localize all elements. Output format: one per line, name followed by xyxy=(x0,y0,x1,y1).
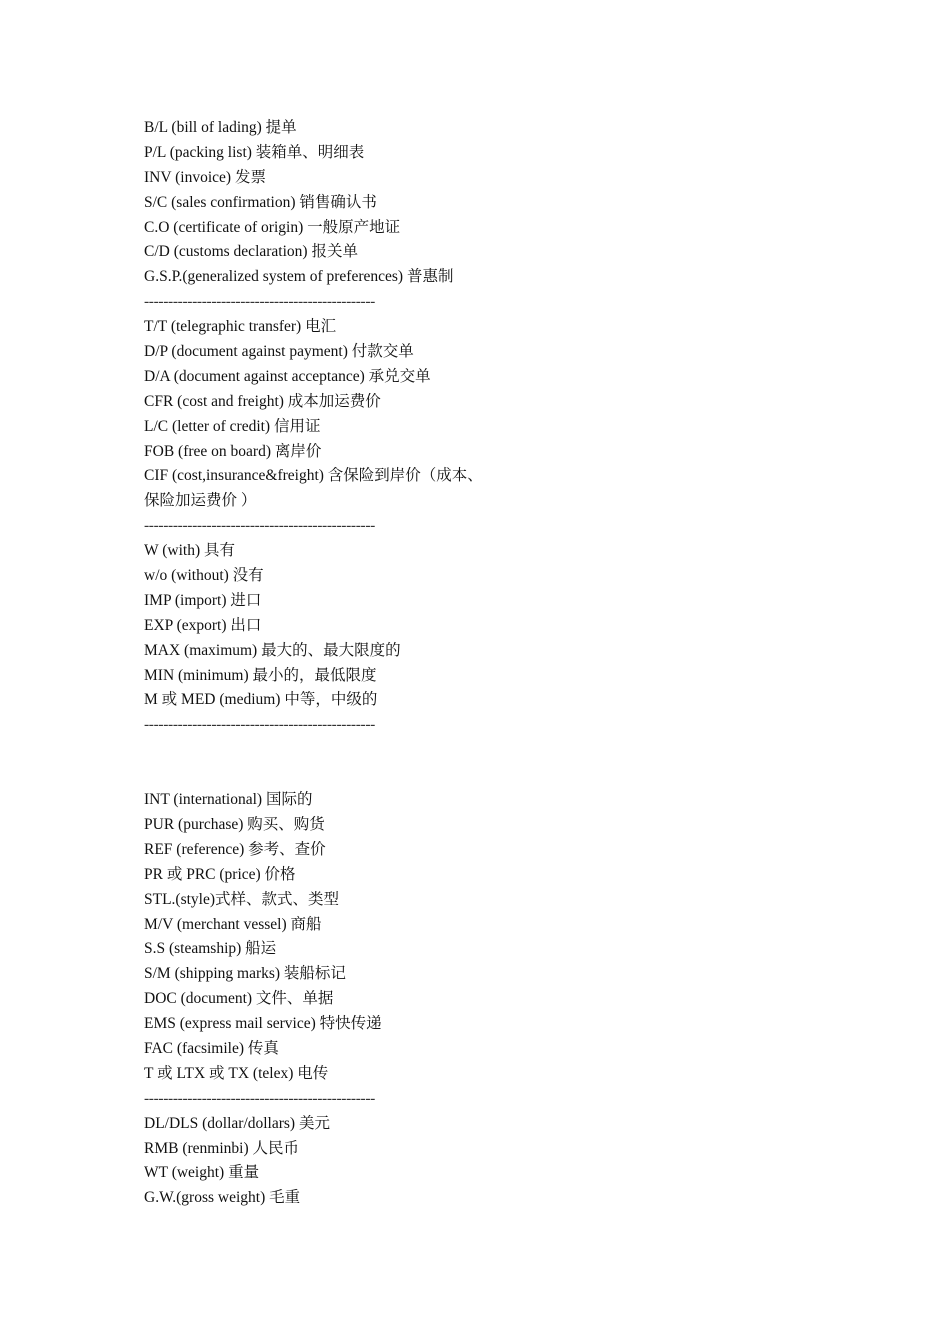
abbreviation-entry: EXP (export) 出口 xyxy=(144,616,262,634)
abbreviation-entry: T/T (telegraphic transfer) 电汇 xyxy=(144,318,337,336)
abbreviation-entry: L/C (letter of credit) 信用证 xyxy=(144,417,321,435)
abbreviation-entry: T 或 LTX 或 TX (telex) 电传 xyxy=(144,1064,329,1082)
abbreviation-entry: INT (international) 国际的 xyxy=(144,791,313,809)
blank-line xyxy=(144,738,534,788)
abbreviation-entry: M/V (merchant vessel) 商船 xyxy=(144,915,322,933)
section-separator: ------------------------------------------------ xyxy=(144,716,375,734)
abbreviation-entry: INV (invoice) 发票 xyxy=(144,168,266,186)
abbreviation-entry: DOC (document) 文件、单据 xyxy=(144,990,334,1008)
abbreviation-entry: S/C (sales confirmation) 销售确认书 xyxy=(144,193,377,211)
abbreviation-entry: G.W.(gross weight) 毛重 xyxy=(144,1189,301,1207)
abbreviation-entry: MIN (minimum) 最小的，最低限度 xyxy=(144,666,377,684)
abbreviation-entry: B/L (bill of lading) 提单 xyxy=(144,119,297,136)
abbreviation-entry: FAC (facsimile) 传真 xyxy=(144,1039,279,1057)
abbreviation-entry: CFR (cost and freight) 成本加运费价 xyxy=(144,392,381,410)
abbreviation-entry: PR 或 PRC (price) 价格 xyxy=(144,865,296,883)
abbreviation-entry: CIF (cost,insurance&freight) 含保险到岸价（成本、 xyxy=(144,467,483,485)
document-body xyxy=(144,116,534,1211)
abbreviation-entry: S.S (steamship) 船运 xyxy=(144,940,277,958)
abbreviation-entry: w/o (without) 没有 xyxy=(144,567,264,585)
abbreviation-entry: W (with) 具有 xyxy=(144,542,235,560)
section-separator: ------------------------------------------------ xyxy=(144,1089,375,1107)
abbreviation-entry: REF (reference) 参考、查价 xyxy=(144,840,326,858)
abbreviation-entry: C/D (customs declaration) 报关单 xyxy=(144,243,358,261)
abbreviation-entry: EMS (express mail service) 特快传递 xyxy=(144,1015,382,1033)
abbreviation-entry: STL.(style)式样、款式、类型 xyxy=(144,890,340,908)
abbreviation-entry: D/A (document against acceptance) 承兑交单 xyxy=(144,367,431,385)
abbreviation-entry: MAX (maximum) 最大的、最大限度的 xyxy=(144,641,401,659)
abbreviation-entry: 保险加运费价 ） xyxy=(144,492,257,510)
abbreviation-entry: C.O (certificate of origin) 一般原产地证 xyxy=(144,218,401,236)
abbreviation-entry: G.S.P.(generalized system of preferences) 普惠制 xyxy=(144,268,454,286)
abbreviation-entry: PUR (purchase) 购买、购货 xyxy=(144,815,325,833)
abbreviation-entry: M 或 MED (medium) 中等，中级的 xyxy=(144,691,378,709)
section-separator: ------------------------------------------------ xyxy=(144,293,375,311)
abbreviation-entry: FOB (free on board) 离岸价 xyxy=(144,442,322,460)
abbreviation-entry: RMB (renminbi) 人民币 xyxy=(144,1139,299,1157)
section-separator: ------------------------------------------------ xyxy=(144,517,375,535)
abbreviation-entry: S/M (shipping marks) 装船标记 xyxy=(144,965,346,983)
abbreviation-entry: P/L (packing list) 装箱单、明细表 xyxy=(144,143,365,161)
abbreviation-entry: WT (weight) 重量 xyxy=(144,1164,260,1182)
abbreviation-entry: DL/DLS (dollar/dollars) 美元 xyxy=(144,1114,330,1132)
abbreviation-entry: IMP (import) 进口 xyxy=(144,591,262,609)
abbreviation-entry: D/P (document against payment) 付款交单 xyxy=(144,343,414,361)
